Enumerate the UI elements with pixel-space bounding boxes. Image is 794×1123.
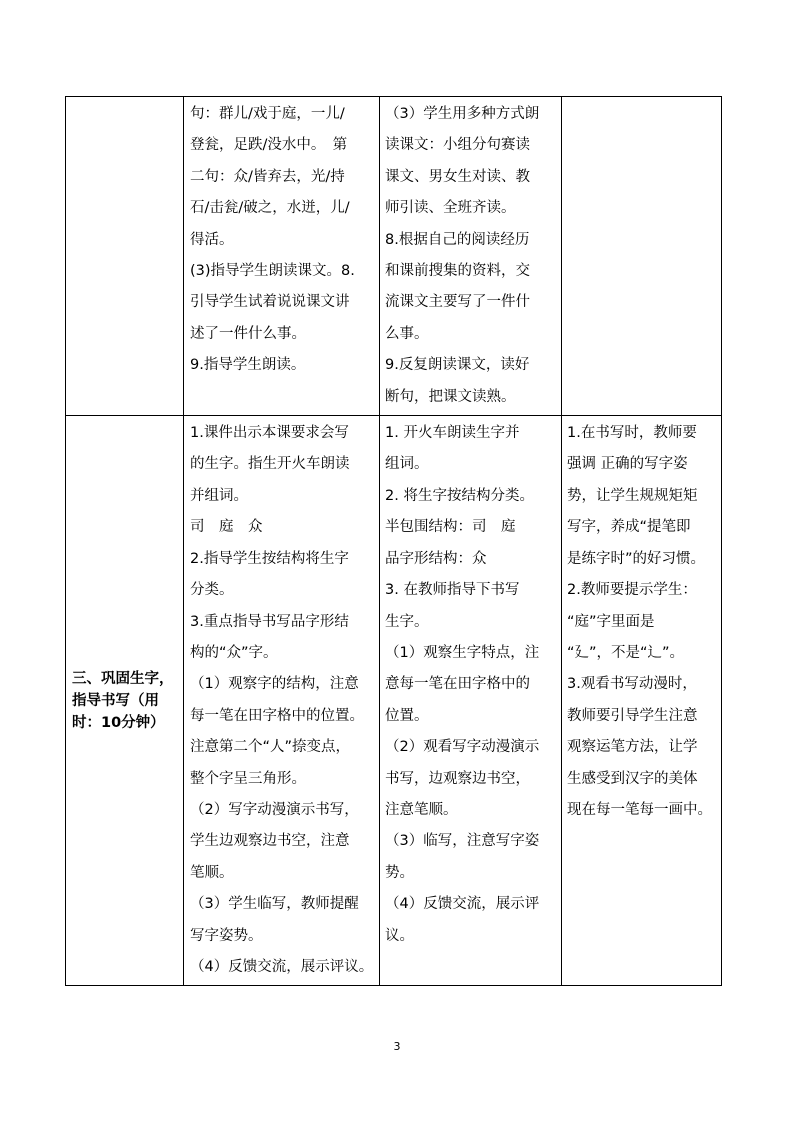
text-line: 3. 在教师指导下书写 <box>385 582 520 599</box>
text-line: 分类。 <box>190 582 234 599</box>
text-line: 势。 <box>385 864 414 881</box>
lesson-plan-table <box>65 96 722 986</box>
stage-cell <box>66 416 184 986</box>
text-line: 断句，把课文读熟。 <box>385 388 516 405</box>
text-line: 9.反复朗读课文，读好 <box>385 357 530 374</box>
text-line: 述了一件什么事。 <box>190 325 306 342</box>
page-number: 3 <box>393 1040 401 1053</box>
text-line: （4）反馈交流，展示评 <box>385 896 540 913</box>
text-line: （4）反馈交流，展示评议。 <box>190 958 374 975</box>
text-line: 整个字呈三角形。 <box>190 770 306 787</box>
text-line: 位置。 <box>385 707 429 724</box>
text-line: 生感受到汉字的美体 <box>567 770 698 787</box>
text-line: (3)指导学生朗读课文。8. <box>190 263 355 280</box>
text-line: （2）写字动漫演示书写， <box>190 801 359 818</box>
text-line: 注意笔顺。 <box>385 801 458 818</box>
table-row <box>66 416 722 986</box>
text-line: 现在每一笔每一画中。 <box>567 801 712 818</box>
text-line: 9.指导学生朗读。 <box>190 357 306 374</box>
text-line: 句：群儿/戏于庭，一儿/ <box>190 106 345 122</box>
teacher-activity-cell <box>184 416 380 986</box>
text-line: （1）观察生字特点，注 <box>385 644 540 661</box>
stage-title: 三、巩固生字，指导书写（用时：10分钟） <box>72 670 174 731</box>
teacher-activity-cell <box>184 97 380 416</box>
text-line: 2. 将生字按结构分类。 <box>385 487 534 504</box>
text-line: 写字姿势。 <box>190 927 263 944</box>
stage-cell <box>66 97 184 416</box>
student-activity-cell <box>380 416 562 986</box>
text-line: 学生边观察边书空，注意 <box>190 833 350 850</box>
text-line: 么事。 <box>385 325 429 342</box>
text-line: 品字形结构：众 <box>385 550 487 567</box>
text-line: 的生字。指生开火车朗读 <box>190 456 350 473</box>
student-activity-cell <box>380 97 562 416</box>
text-line: （2）观看写字动漫演示 <box>385 739 540 756</box>
text-line: 构的“众”字。 <box>190 644 278 661</box>
text-line: 得活。 <box>190 231 234 248</box>
text-line: 组词。 <box>385 456 429 473</box>
text-line: 3.观看书写动漫时， <box>567 676 697 693</box>
text-line: 引导学生试着说说课文讲 <box>190 294 350 311</box>
text-line: “庭”字里面是 <box>567 613 655 630</box>
text-line: 石/击瓮/破之，水迸，儿/ <box>190 200 350 217</box>
text-line: 3.重点指导书写品字形结 <box>190 613 349 630</box>
text-line: 书写，边观察边书空， <box>385 770 530 787</box>
text-line: 登瓮，足跌/没水中。 第 <box>190 137 348 154</box>
text-line: 写字，养成“提笔即 <box>567 519 691 536</box>
text-line: 课文、男女生对读、教 <box>385 168 530 185</box>
text-line: 1. 开火车朗读生字并 <box>385 425 520 442</box>
text-line: 1.课件出示本课要求会写 <box>190 425 349 442</box>
design-intent-cell <box>562 97 722 416</box>
text-line: 流课文主要写了一件什 <box>385 294 530 311</box>
text-line: （3）临写，注意写字姿 <box>385 833 540 850</box>
text-line: 司 庭 众 <box>190 519 263 536</box>
text-line: 2.指导学生按结构将生字 <box>190 550 349 567</box>
text-line: 每一笔在田字格中的位置。 <box>190 707 364 724</box>
text-line: （3）学生临写，教师提醒 <box>190 896 359 913</box>
text-line: 读课文：小组分句赛读 <box>385 137 530 154</box>
text-line: 和课前搜集的资料，交 <box>385 263 530 280</box>
text-line: 教师要引导学生注意 <box>567 707 698 724</box>
text-line: （1）观察字的结构，注意 <box>190 676 359 693</box>
design-intent-cell <box>562 416 722 986</box>
text-line: 师引读、全班齐读。 <box>385 200 516 217</box>
text-line: （3）学生用多种方式朗 <box>385 106 540 122</box>
text-line: 笔顺。 <box>190 864 234 881</box>
text-line: 观察运笔方法，让学 <box>567 739 698 756</box>
text-line: 半包围结构：司 庭 <box>385 519 516 536</box>
text-line: 2.教师要提示学生： <box>567 582 697 599</box>
text-line: 生字。 <box>385 613 429 630</box>
text-line: 是练字时”的好习惯。 <box>567 550 706 567</box>
text-line: 意每一笔在田字格中的 <box>385 676 530 693</box>
table-row <box>66 97 722 416</box>
text-line: “廴”，不是“辶”。 <box>567 644 685 661</box>
text-line: 议。 <box>385 927 414 944</box>
text-line: 二句：众/皆弃去，光/持 <box>190 168 345 185</box>
text-line: 8.根据自己的阅读经历 <box>385 231 530 248</box>
text-line: 势，让学生规规矩矩 <box>567 487 698 504</box>
text-line: 注意第二个“人”捺变点， <box>190 739 351 756</box>
text-line: 强调 正确的写字姿 <box>567 456 688 473</box>
text-line: 1.在书写时，教师要 <box>567 425 697 442</box>
text-line: 并组词。 <box>190 487 248 504</box>
